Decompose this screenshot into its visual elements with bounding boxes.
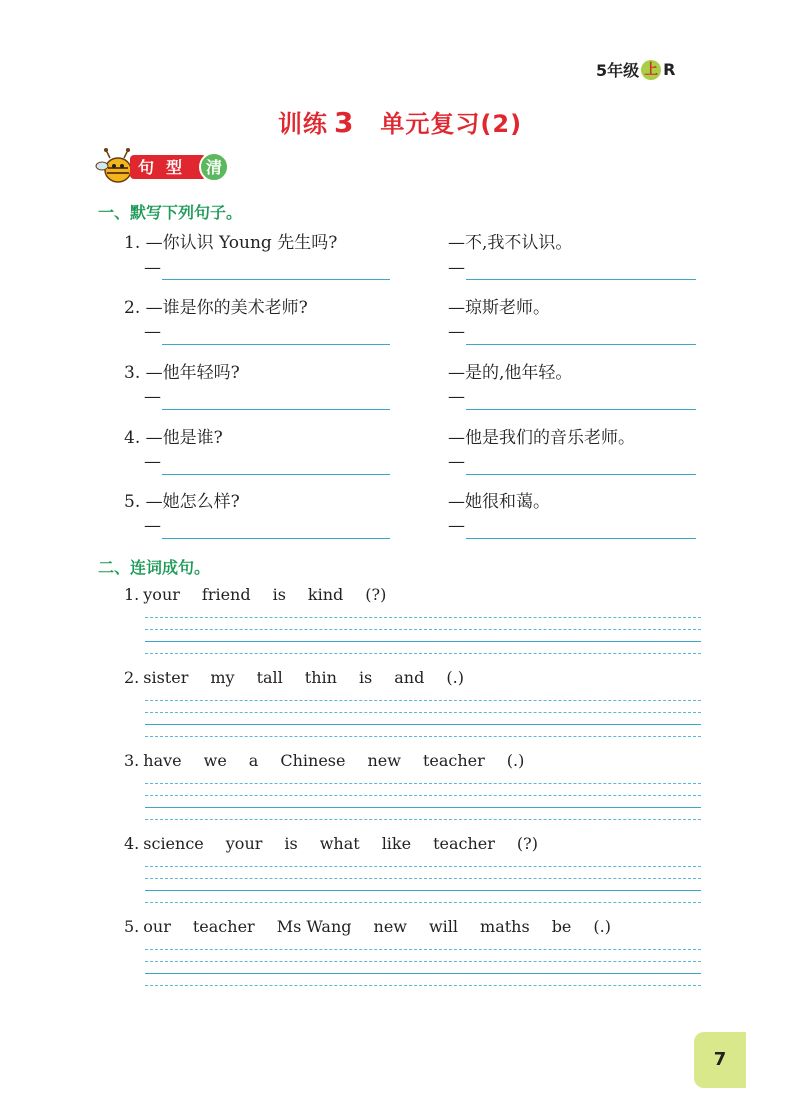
s2-item-2-word-2: my [210,668,235,687]
s2-item-1 [124,585,408,604]
s1-item-5-q: —她怎么样? [145,492,240,512]
s1-item-3-dash-a: — [144,387,161,407]
s2-item-3-num: 3. [124,751,140,770]
s2-item-5-guide-3 [145,985,701,986]
s2-item-2-guide-2 [145,712,701,713]
s1-item-2-answer: —琼斯老师。 [448,298,550,318]
s1-item-2-line-a[interactable] [162,344,390,345]
page-title [0,104,800,139]
s1-item-3-answer: —是的,他年轻。 [448,363,573,383]
s2-item-3-word-4: Chinese [280,751,346,770]
s2-item-2-baseline[interactable] [145,724,701,725]
s2-item-1-word-3: is [272,585,286,604]
s1-item-2-question [124,293,308,318]
s1-item-1-answer: —不,我不认识。 [448,233,573,253]
badge-char-3: 清 [205,158,223,177]
s2-item-1-word-1: your [143,585,180,604]
title-number: 3 [333,106,355,139]
s2-item-4-word-2: your [225,834,263,853]
badge-char-1: 句 [137,158,155,177]
s2-item-3-baseline[interactable] [145,807,701,808]
s2-item-5-guide-2 [145,961,701,962]
s1-item-1-q: —你认识 Young 先生吗? [145,233,338,253]
s2-item-1-word-5: (?) [365,585,387,604]
s2-item-5-baseline[interactable] [145,973,701,974]
s2-item-2-word-6: and [394,668,425,687]
s2-item-5-word-4: new [373,917,407,936]
s2-item-1-guide-1 [145,617,701,618]
s1-item-1-dash-a: — [144,258,161,278]
s2-item-5-word-5: will [428,917,459,936]
s2-item-3-word-7: (.) [506,751,525,770]
s2-item-4-word-3: is [284,834,298,853]
s2-item-4-baseline[interactable] [145,890,701,891]
s1-item-5-num: 5. [124,492,141,512]
grade-suffix: R [663,60,676,79]
s1-item-5-question [124,487,240,512]
s1-item-1-question [124,228,337,253]
s2-item-5-guide-1 [145,949,701,950]
section-2-heading: 二、连词成句。 [98,558,211,577]
s2-item-4-word-7: (?) [516,834,538,853]
s2-item-2 [124,668,486,687]
s2-item-5-word-3: Ms Wang [276,917,352,936]
s2-item-4-num: 4. [124,834,140,853]
s2-item-2-word-7: (.) [446,668,464,687]
s1-item-3-line-a[interactable] [162,409,390,410]
s1-item-4-question [124,423,223,448]
s1-item-5-dash-b: — [448,516,465,536]
bee-mascot-icon [96,148,131,182]
s1-item-5-dash-a: — [144,516,161,536]
s2-item-2-num: 2. [124,668,140,687]
section-1-heading: 一、默写下列句子。 [98,203,243,222]
s1-item-4-dash-a: — [144,452,161,472]
s2-item-3-guide-1 [145,783,701,784]
s2-item-3-word-3: a [248,751,259,770]
s2-item-3-guide-3 [145,819,701,820]
s2-item-4-guide-3 [145,902,701,903]
s2-item-3-word-6: teacher [422,751,485,770]
s2-item-1-guide-3 [145,653,701,654]
s2-item-4-guide-1 [145,866,701,867]
sentence-pattern-badge [92,146,232,186]
s2-item-1-baseline[interactable] [145,641,701,642]
s2-item-2-word-1: sister [143,668,189,687]
s1-item-3-q: —他年轻吗? [145,363,240,383]
grade-prefix: 5年级 [596,61,640,80]
s1-item-4-dash-b: — [448,452,465,472]
s1-item-1-dash-b: — [448,258,465,278]
s1-item-2-num: 2. [124,298,141,318]
s1-item-2-line-b[interactable] [466,344,696,345]
s2-item-1-num: 1. [124,585,140,604]
s2-item-4-word-6: teacher [433,834,495,853]
s2-item-2-word-4: thin [304,668,337,687]
s2-item-4-guide-2 [145,878,701,879]
s2-item-2-word-3: tall [256,668,283,687]
s1-item-5-line-b[interactable] [466,538,696,539]
s2-item-5-word-8: (.) [593,917,611,936]
s1-item-4-answer: —他是我们的音乐老师。 [448,428,635,448]
s1-item-5-answer: —她很和蔼。 [448,492,550,512]
s1-item-1-line-b[interactable] [466,279,696,280]
s2-item-5-num: 5. [124,917,140,936]
s2-item-4 [124,834,560,853]
badge-char-2: 型 [165,158,183,177]
title-lesson: 训练 [277,110,328,138]
s1-item-2-dash-b: — [448,322,465,342]
s1-item-4-line-b[interactable] [466,474,696,475]
grade-label [596,58,675,81]
s2-item-2-word-5: is [358,668,373,687]
s1-item-3-line-b[interactable] [466,409,696,410]
s1-item-3-num: 3. [124,363,141,383]
s2-item-3-word-5: new [367,751,401,770]
s2-item-3-word-2: we [203,751,227,770]
s1-item-2-q: —谁是你的美术老师? [145,298,308,318]
s1-item-3-dash-b: — [448,387,465,407]
s2-item-3-guide-2 [145,795,701,796]
s2-item-2-guide-1 [145,700,701,701]
s1-item-1-num: 1. [124,233,141,253]
s2-item-3 [124,751,546,770]
s2-item-1-guide-2 [145,629,701,630]
s2-item-4-word-5: like [381,834,412,853]
s2-item-1-word-4: kind [307,585,344,604]
s2-item-3-word-1: have [143,751,182,770]
s1-item-4-line-a[interactable] [162,474,390,475]
page-number: 7 [694,1032,746,1088]
s2-item-5-word-2: teacher [192,917,255,936]
title-topic: 单元复习(2) [380,110,523,138]
s1-item-3-question [124,358,240,383]
s1-item-4-num: 4. [124,428,141,448]
grade-mark: 上 [641,60,661,80]
s2-item-5 [124,917,633,936]
s1-item-4-q: —他是谁? [145,428,223,448]
s1-item-5-line-a[interactable] [162,538,390,539]
s2-item-5-word-1: our [143,917,171,936]
s1-item-2-dash-a: — [144,322,161,342]
s2-item-4-word-1: science [143,834,204,853]
s1-item-1-line-a[interactable] [162,279,390,280]
s2-item-5-word-6: maths [480,917,530,936]
s2-item-4-word-4: what [319,834,360,853]
s2-item-1-word-2: friend [201,585,251,604]
s2-item-2-guide-3 [145,736,701,737]
s2-item-5-word-7: be [551,917,572,936]
